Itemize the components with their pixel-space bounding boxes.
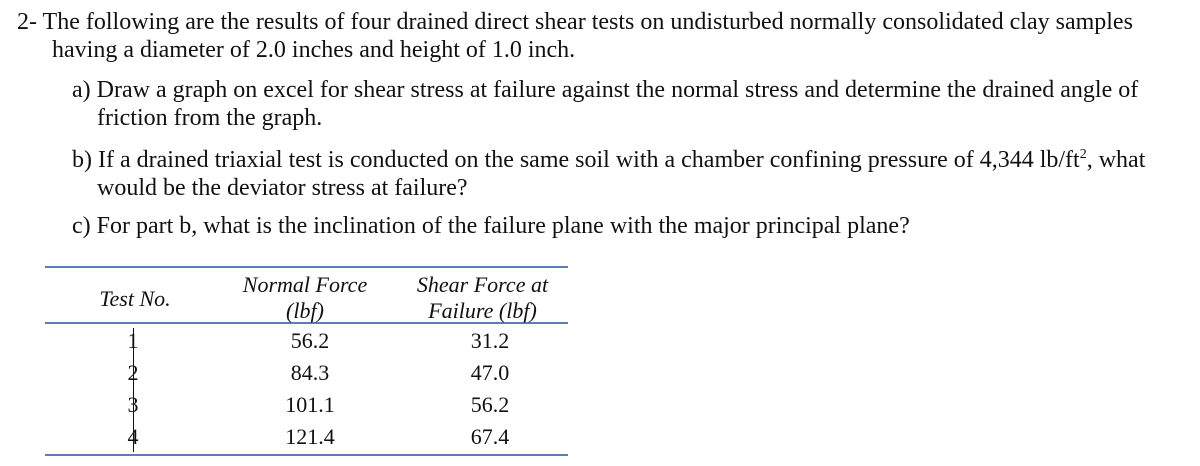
row-3-normal: 101.1 (285, 392, 335, 417)
row-4-shear: 67.4 (470, 424, 510, 449)
part-b-text-start: b) If a drained triaxial test is conducted on the same soil with a chamber confining pressure of 4,344 lb/ft (72, 147, 1080, 173)
part-c-line: c) For part b, what is the inclination of the failure plane with the major principal plane? (72, 213, 910, 239)
row-1-test: 1 (127, 328, 139, 353)
header-normal-force-unit: (lbf) (286, 298, 324, 323)
row-2-normal: 84.3 (290, 360, 330, 385)
row-3-test: 3 (127, 392, 139, 417)
row-2-test: 2 (127, 360, 139, 385)
row-3-shear: 56.2 (470, 392, 510, 417)
problem-intro-line-2: having a diameter of 2.0 inches and height of 1.0 inch. (52, 37, 576, 63)
row-4-normal: 121.4 (285, 424, 335, 449)
header-shear-force: Shear Force at (416, 272, 549, 297)
header-shear-force-unit: Failure (lbf) (428, 298, 537, 323)
row-4-test: 4 (127, 424, 139, 449)
row-1-normal: 56.2 (290, 328, 330, 353)
part-a-line-2: friction from the graph. (97, 105, 323, 131)
table-top-rule (45, 266, 568, 268)
test-results-table (45, 266, 568, 458)
part-b-line-1 (72, 146, 1145, 174)
row-2-shear: 47.0 (470, 360, 510, 385)
part-a-line-1: a) Draw a graph on excel for shear stress at failure against the normal stress and determine the drained angle of (72, 77, 1139, 103)
header-normal-force: Normal Force (242, 272, 368, 297)
part-b-line-2: would be the deviator stress at failure? (97, 175, 468, 201)
table-bottom-rule (45, 454, 568, 456)
part-b-text-end: , what (1086, 147, 1146, 173)
part-b-superscript: 2 (1079, 147, 1087, 162)
header-test-no: Test No. (99, 286, 171, 311)
problem-intro-line-1: 2- The following are the results of four drained direct shear tests on undisturbed normally consolidated clay samples (17, 9, 1133, 35)
row-1-shear: 31.2 (470, 328, 510, 353)
